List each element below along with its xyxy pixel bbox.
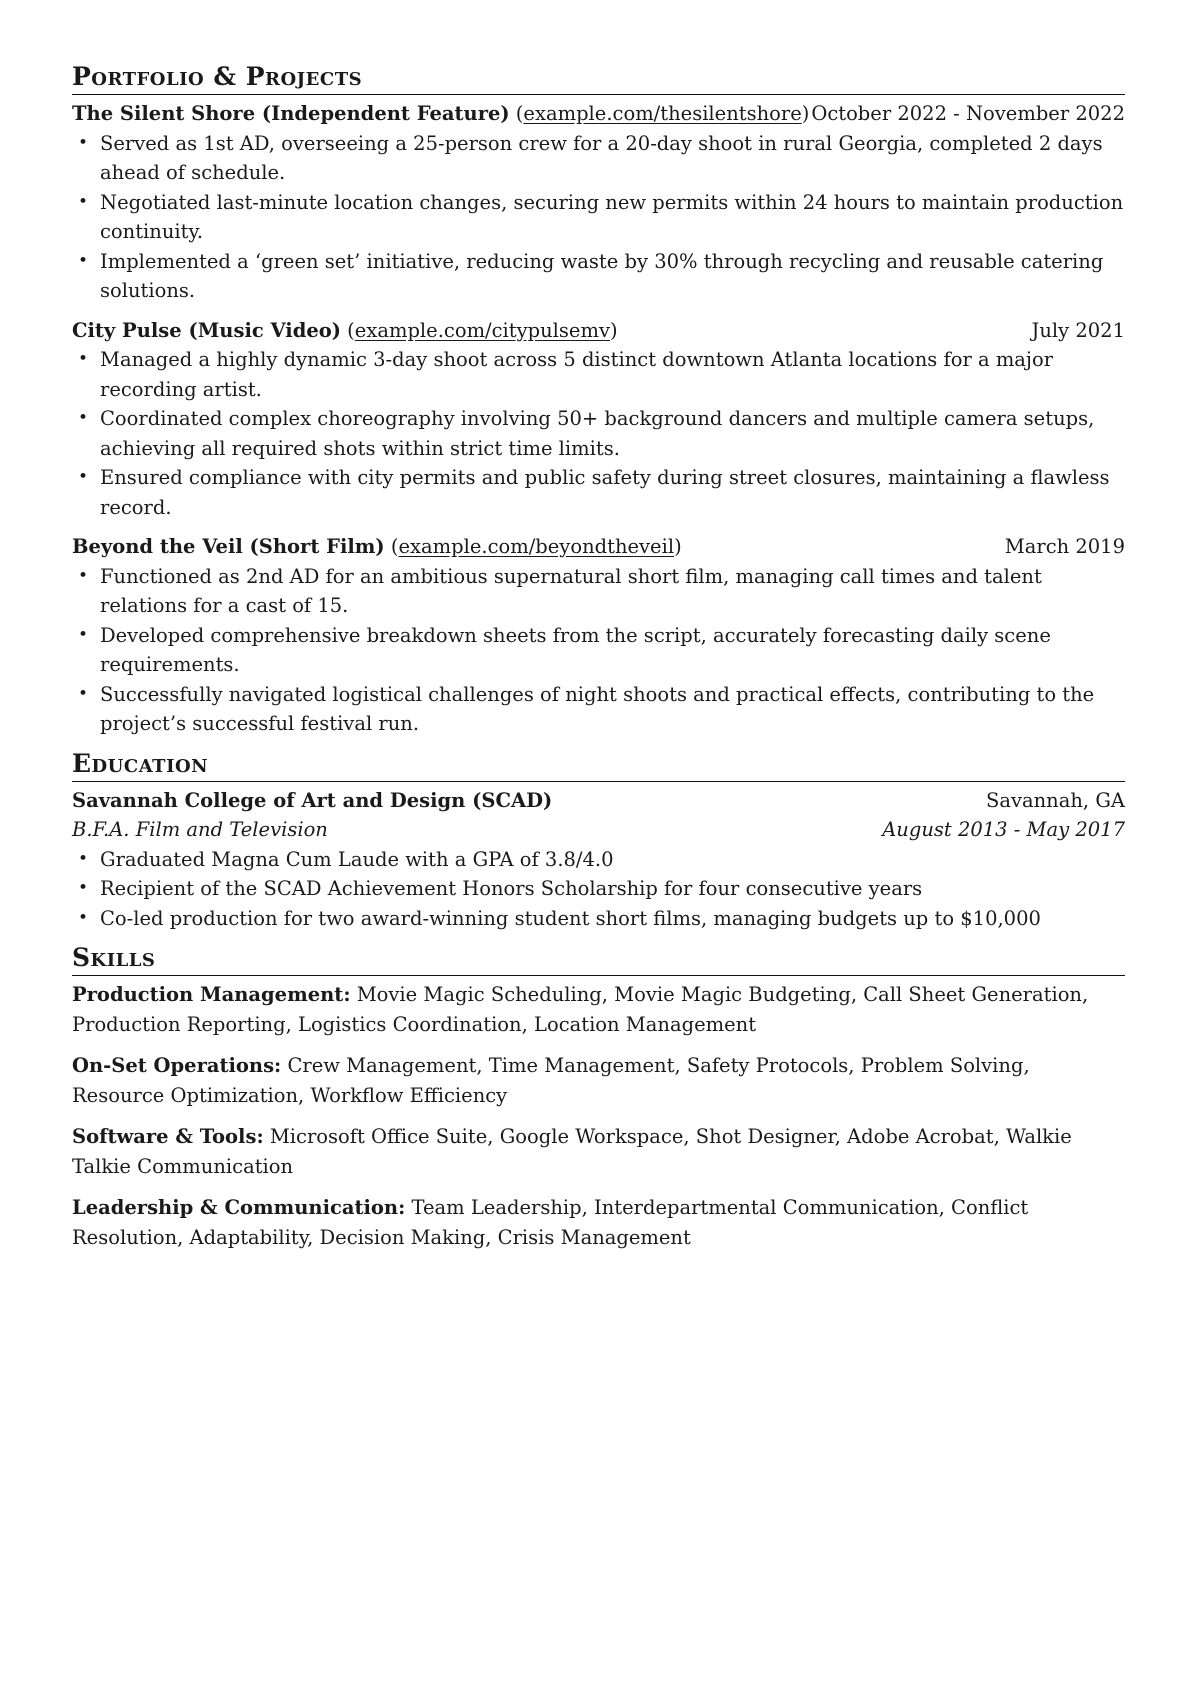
project-link[interactable]: example.com/beyondtheveil bbox=[398, 535, 675, 558]
education-bullets bbox=[72, 845, 1125, 934]
bullet-item: • Managed a highly dynamic 3-day shoot across 5 distinct downtown Atlanta locations for a major recording artist. bbox=[72, 345, 1125, 404]
skill-group bbox=[72, 1193, 1125, 1252]
project-header: The Silent Shore (Independent Feature) (example.com/thesilentshore) October 2022 - November 2022 bbox=[72, 99, 1125, 129]
project-item bbox=[72, 532, 1125, 739]
education-header bbox=[72, 786, 1125, 816]
project-date: March 2019 bbox=[1004, 535, 1125, 558]
project-title: The Silent Shore (Independent Feature) bbox=[72, 102, 510, 125]
resume-page bbox=[72, 62, 1125, 1264]
project-date: October 2022 - November 2022 bbox=[811, 102, 1125, 125]
project-link[interactable]: example.com/thesilentshore bbox=[523, 102, 802, 125]
bullet-item: • Served as 1st AD, overseeing a 25-person crew for a 20-day shoot in rural Georgia, completed 2 days ahead of schedule. bbox=[72, 129, 1125, 188]
skill-group bbox=[72, 980, 1125, 1039]
skill-label: Software & Tools: bbox=[72, 1125, 264, 1148]
school-name: Savannah College of Art and Design (SCAD) bbox=[72, 788, 553, 812]
skill-group bbox=[72, 1122, 1125, 1181]
bullet-item: • Ensured compliance with city permits and public safety during street closures, maintaining a flawless record. bbox=[72, 463, 1125, 522]
project-header: City Pulse (Music Video) (example.com/citypulsemv) July 2021 bbox=[72, 316, 1125, 346]
bullet-item: • Graduated Magna Cum Laude with a GPA of 3.8/4.0 bbox=[72, 845, 1125, 875]
project-title: City Pulse (Music Video) bbox=[72, 318, 341, 342]
skill-text: Team Leadership, Interdepartmental Communication, Conflict Resolution, Adaptability, Decision Making, Crisis Management bbox=[72, 1196, 1029, 1249]
portfolio-heading: Portfolio & Projects bbox=[72, 62, 1125, 95]
project-title: Beyond the Veil (Short Film) bbox=[72, 535, 385, 558]
skill-group bbox=[72, 1051, 1125, 1110]
skill-label: Production Management: bbox=[72, 983, 351, 1006]
skill-text: Microsoft Office Suite, Google Workspace, Shot Designer, Adobe Acrobat, Walkie Talkie Communication bbox=[72, 1125, 1072, 1178]
bullet-item: • Functioned as 2nd AD for an ambitious supernatural short film, managing call times and talent relations for a cast of 15. bbox=[72, 562, 1125, 621]
education-heading: Education bbox=[72, 749, 1125, 782]
project-bullets bbox=[72, 129, 1125, 306]
project-link[interactable]: example.com/citypulsemv bbox=[354, 318, 610, 342]
degree-name: B.F.A. Film and Television bbox=[72, 818, 328, 841]
bullet-item: • Co-led production for two award-winning student short films, managing budgets up to $10,000 bbox=[72, 904, 1125, 934]
skill-text: Crew Management, Time Management, Safety Protocols, Problem Solving, Resource Optimization, Workflow Efficiency bbox=[72, 1054, 1030, 1107]
education-section bbox=[72, 749, 1125, 934]
project-date: July 2021 bbox=[1031, 318, 1125, 342]
project-item bbox=[72, 99, 1125, 306]
project-item bbox=[72, 316, 1125, 523]
bullet-item: • Coordinated complex choreography involving 50+ background dancers and multiple camera setups, achieving all required shots within strict time limits. bbox=[72, 404, 1125, 463]
project-bullets bbox=[72, 345, 1125, 522]
education-dates: August 2013 - May 2017 bbox=[882, 818, 1125, 841]
bullet-item: • Recipient of the SCAD Achievement Honors Scholarship for four consecutive years bbox=[72, 874, 1125, 904]
skill-label: Leadership & Communication: bbox=[72, 1196, 406, 1219]
bullet-item: • Successfully navigated logistical challenges of night shoots and practical effects, contributing to the project’s successful festival run. bbox=[72, 680, 1125, 739]
bullet-item: • Negotiated last-minute location changes, securing new permits within 24 hours to maintain production continuity. bbox=[72, 188, 1125, 247]
school-location: Savannah, GA bbox=[986, 788, 1125, 812]
project-header: Beyond the Veil (Short Film) (example.com/beyondtheveil) March 2019 bbox=[72, 532, 1125, 562]
portfolio-section bbox=[72, 62, 1125, 739]
skills-section bbox=[72, 943, 1125, 1252]
project-bullets bbox=[72, 562, 1125, 739]
bullet-item: • Implemented a ‘green set’ initiative, reducing waste by 30% through recycling and reusable catering solutions. bbox=[72, 247, 1125, 306]
skill-text: Movie Magic Scheduling, Movie Magic Budgeting, Call Sheet Generation, Production Reporting, Logistics Coordination, Location Management bbox=[72, 983, 1089, 1036]
skill-label: On-Set Operations: bbox=[72, 1054, 282, 1077]
degree-row bbox=[72, 815, 1125, 845]
bullet-item: • Developed comprehensive breakdown sheets from the script, accurately forecasting daily scene requirements. bbox=[72, 621, 1125, 680]
skills-heading: Skills bbox=[72, 943, 1125, 976]
